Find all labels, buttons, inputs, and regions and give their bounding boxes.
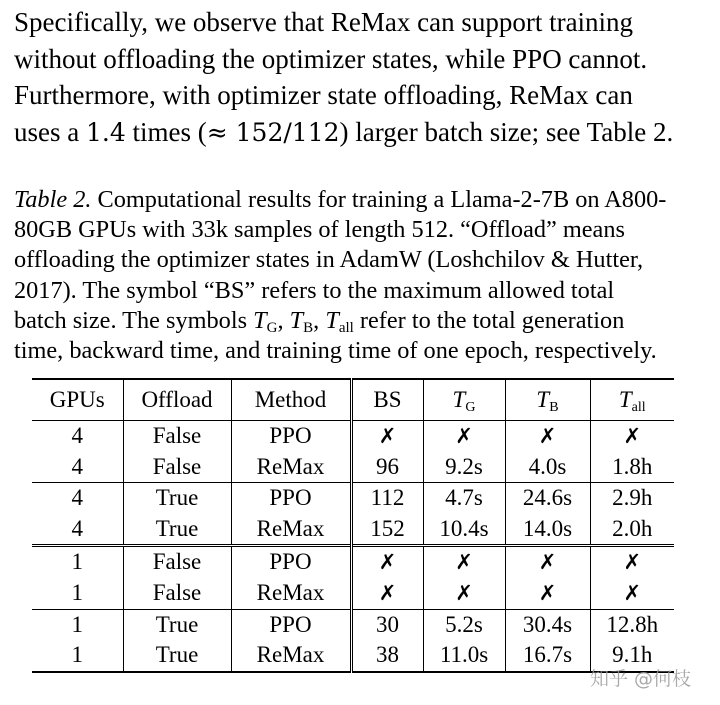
table-row (32, 483, 674, 514)
text-run: refer to the total generation (353, 306, 625, 334)
caption-line: time, backward time, and training time of one epoch, respectively. (14, 337, 657, 365)
text-run: batch size. The symbols (14, 306, 254, 334)
symbol-t: T (289, 306, 304, 334)
cell-tb: ✗ (505, 578, 590, 609)
symbol-t: T (325, 306, 339, 334)
cell-offload: True (123, 514, 231, 546)
cell-method: ReMax (231, 514, 351, 546)
header-gpus: GPUs (32, 379, 123, 421)
cell-tb: 4.0s (505, 452, 590, 483)
symbol-subscript: G (266, 319, 278, 336)
text-run: times ( (125, 116, 207, 147)
cell-gpus: 4 (32, 483, 123, 514)
table-row (32, 452, 674, 483)
cell-tall: 1.8h (612, 453, 653, 479)
table-row (32, 546, 674, 578)
symbol-t: T (452, 387, 466, 412)
cell-offload: True (123, 609, 231, 640)
cell-method: PPO (231, 421, 351, 452)
cell-bs: 30 (351, 609, 423, 640)
table-body (32, 421, 674, 672)
text-run: Computational results for training a Llama-2-7B on A800- (91, 186, 667, 213)
cell-gpus: 1 (32, 640, 123, 672)
cell-tb: 14.0s (505, 514, 590, 546)
cell-tg: 9.2s (423, 452, 505, 483)
symbol-subscript: all (631, 400, 646, 415)
paragraph-line: Specifically, we observe that ReMax can support training (14, 7, 634, 37)
caption-line: 2017). The symbol “BS” refers to the maximum allowed total (14, 276, 615, 304)
cell-bs: ✗ (351, 421, 423, 452)
cell-tg: 5.2s (423, 609, 505, 640)
cell-bs: 112 (351, 483, 423, 514)
table-row (32, 578, 674, 609)
header-method: Method (231, 379, 351, 421)
cell-tall: ✗ (590, 546, 674, 578)
math-number: 1.4 (85, 117, 126, 147)
header-offload: Offload (123, 379, 231, 421)
symbol-subscript: G (465, 400, 476, 415)
caption-line (14, 306, 704, 336)
symbol-t: T (253, 306, 267, 334)
cell-tall: ✗ (623, 580, 642, 605)
table-header-row (32, 379, 674, 421)
cell-tg: ✗ (423, 578, 505, 609)
symbol-subscript: all (338, 319, 354, 336)
cell-tb: 16.7s (505, 640, 590, 672)
cell-bs: 38 (351, 640, 423, 672)
table-row (32, 640, 674, 672)
table-row (32, 609, 674, 640)
cell-offload: True (123, 483, 231, 514)
cell-bs: 152 (351, 514, 423, 546)
text-run: , (313, 306, 326, 334)
cell-tb: ✗ (505, 546, 590, 578)
cell-tg: ✗ (423, 546, 505, 578)
paragraph-line: without offloading the optimizer states, while PPO cannot. (14, 43, 648, 74)
caption-line: offloading the optimizer states in AdamW (Loshchilov & Hutter, (14, 246, 644, 274)
watermark: 知乎 @何枝 (590, 668, 692, 690)
cell-offload: False (123, 546, 231, 578)
cell-gpus: 1 (32, 578, 123, 609)
table-row (32, 421, 674, 452)
text-run: uses a (14, 116, 86, 147)
cell-gpus: 1 (32, 546, 123, 578)
cell-tb: 24.6s (505, 483, 590, 514)
cell-method: ReMax (231, 452, 351, 483)
cell-tb: 30.4s (505, 609, 590, 640)
cell-tall: 9.1h (590, 640, 674, 672)
cell-offload: False (123, 421, 231, 452)
paragraph-line (14, 114, 704, 152)
cell-method: PPO (231, 609, 351, 640)
caption-line: 80GB GPUs with 33k samples of length 512. “Offload” means (14, 216, 625, 244)
cell-tg: 10.4s (423, 514, 505, 546)
caption-label: Table 2. (14, 186, 92, 213)
cell-tall: 2.9h (590, 483, 674, 514)
header-bs: BS (351, 379, 423, 421)
symbol-t: T (618, 387, 632, 412)
cell-tall: 2.0h (612, 515, 653, 541)
table-row (32, 514, 674, 546)
cell-tg: ✗ (423, 421, 505, 452)
cell-method: ReMax (231, 578, 351, 609)
caption-line (14, 185, 704, 215)
text-run: ) larger batch size; see Table 2. (339, 116, 674, 147)
header-tg (423, 379, 505, 421)
cell-bs: 96 (351, 452, 423, 483)
cell-tall: ✗ (590, 421, 674, 452)
cell-tg: 11.0s (423, 640, 505, 672)
cell-offload: False (123, 578, 231, 609)
cell-offload: False (123, 452, 231, 483)
cell-method: ReMax (231, 640, 351, 672)
cell-bs: ✗ (351, 578, 423, 609)
symbol-subscript: B (303, 319, 314, 336)
text-run: , (277, 306, 290, 334)
cell-bs: ✗ (351, 546, 423, 578)
cell-gpus: 1 (32, 609, 123, 640)
header-tall (590, 379, 674, 421)
cell-tb: ✗ (505, 421, 590, 452)
math-ratio: ≈ 152/112 (206, 117, 340, 147)
cell-tg: 4.7s (423, 483, 505, 514)
symbol-t: T (536, 387, 550, 412)
paragraph-line: Furthermore, with optimizer state offloading, ReMax can (14, 80, 633, 110)
table-caption (14, 185, 704, 366)
cell-tall: 12.8h (590, 609, 674, 640)
body-paragraph (14, 4, 704, 151)
header-tb (505, 379, 590, 421)
cell-offload: True (123, 640, 231, 672)
cell-gpus: 4 (32, 452, 123, 483)
cell-gpus: 4 (32, 421, 123, 452)
results-table (32, 378, 674, 673)
symbol-subscript: B (549, 400, 559, 415)
cell-gpus: 4 (32, 514, 123, 546)
cell-method: PPO (231, 546, 351, 578)
cell-method: PPO (231, 483, 351, 514)
